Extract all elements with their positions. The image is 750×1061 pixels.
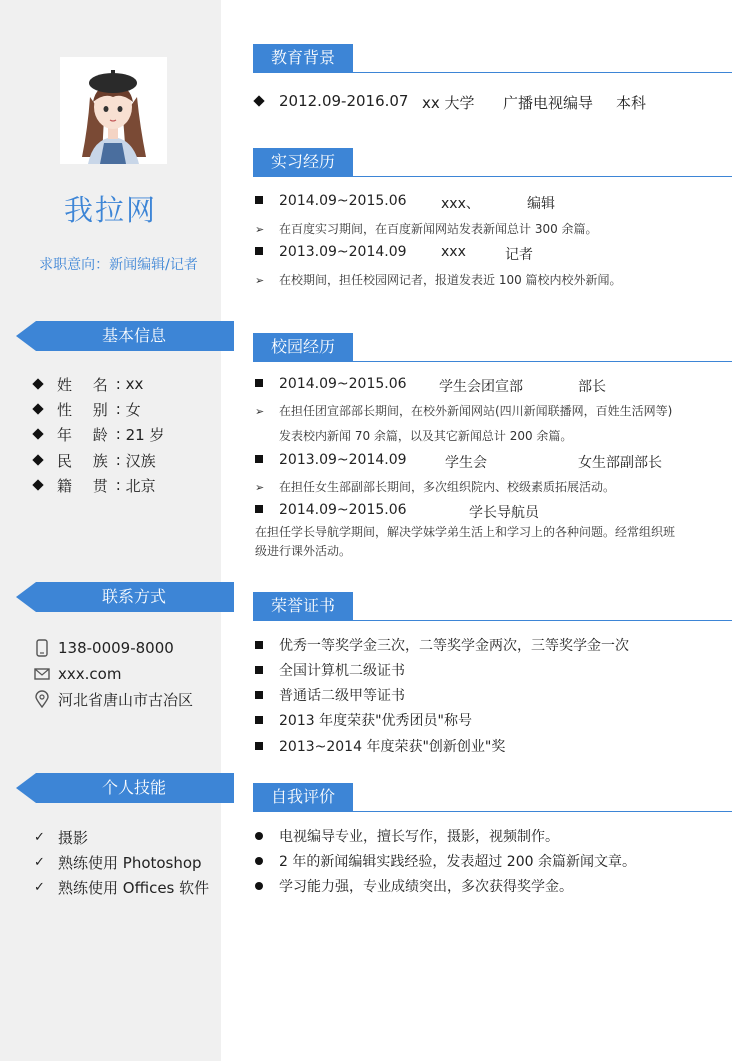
check-icon: ✓	[34, 879, 45, 895]
skill-item: ✓ 熟练使用 Photoshop	[34, 853, 202, 872]
bullet-dot	[255, 857, 263, 865]
bullet-diamond	[32, 403, 43, 414]
honors-header	[253, 592, 732, 624]
bullet-square	[255, 742, 263, 750]
bullet-square	[255, 505, 263, 513]
bullet-square	[255, 247, 263, 255]
bullet-square	[255, 379, 263, 387]
campus-entry: 2014.09~2015.06 学长导航员	[255, 502, 407, 518]
contact-email	[34, 663, 121, 685]
contact-header	[16, 582, 234, 618]
phone-number: 138-0009-8000	[58, 639, 174, 657]
internship-desc: ➢ 在校期间，担任校园网记者，报道发表近 100 篇校内校外新闻。	[255, 273, 622, 287]
bullet-square	[255, 455, 263, 463]
honor-item: 全国计算机二级证书	[255, 660, 405, 680]
education-title: 教育背景	[253, 44, 353, 72]
info-name: 姓 名 : xx	[34, 373, 143, 395]
internship-header	[253, 148, 732, 180]
address-text: 河北省唐山市古冶区	[58, 690, 194, 709]
bullet-dot	[255, 882, 263, 890]
bullet-diamond	[32, 378, 43, 389]
self-eval-title: 自我评价	[253, 783, 353, 811]
divider	[253, 176, 732, 177]
bullet-diamond	[32, 428, 43, 439]
info-age: 年 龄 : 21 岁	[34, 423, 164, 445]
bullet-square	[255, 666, 263, 674]
internship-entry: 2014.09~2015.06 xxx、 编辑	[255, 193, 407, 209]
self-eval-header	[253, 783, 732, 815]
campus-desc-cont: 级进行课外活动。	[255, 544, 352, 558]
contact-title: 联系方式	[101, 587, 166, 606]
sidebar	[0, 0, 221, 1061]
internship-desc: ➢ 在百度实习期间，在百度新闻网站发表新闻总计 300 余篇。	[255, 222, 598, 236]
campus-desc: ➢ 在担任女生部副部长期间，多次组织院内、校级素质拓展活动。	[255, 480, 616, 494]
campus-desc: 在担任学长导航学期间，解决学妹学弟生活上和学习上的各种问题。经常组织班	[255, 525, 676, 539]
bullet-square	[255, 691, 263, 699]
campus-desc-cont: 发表校内新闻 70 余篇，以及其它新闻总计 200 余篇。	[279, 429, 573, 443]
email-address: xxx.com	[58, 665, 122, 683]
honor-item: 2013~2014 年度荣获"创新创业"奖	[255, 736, 505, 756]
honor-item: 普通话二级甲等证书	[255, 685, 405, 705]
skill-item: ✓ 摄影	[34, 828, 89, 847]
check-icon: ✓	[34, 854, 45, 870]
arrow-bullet-icon: ➢	[255, 274, 265, 287]
bullet-dot	[255, 832, 263, 840]
contact-phone	[34, 637, 174, 659]
info-hometown: 籍 贯 : 北京	[34, 474, 156, 496]
job-intent: 求职意向：新闻编辑/记者	[39, 257, 198, 273]
arrow-bullet-icon: ➢	[255, 223, 265, 236]
info-ethnicity: 民 族 : 汉族	[34, 449, 156, 471]
self-eval-item: 电视编导专业，擅长写作，摄影，视频制作。	[255, 826, 559, 846]
honor-item: 2013 年度荣获"优秀团员"称号	[255, 710, 472, 730]
contact-address	[34, 688, 193, 710]
bullet-square	[255, 641, 263, 649]
candidate-name: 我拉网	[63, 193, 157, 227]
arrow-bullet-icon: ➢	[255, 481, 265, 494]
education-entry: 2012.09-2016.07 xx 大学 广播电视编导 本科	[255, 92, 408, 110]
mail-icon	[34, 665, 50, 683]
basic-info-title: 基本信息	[101, 326, 166, 345]
location-pin-icon	[34, 690, 50, 708]
self-eval-item: 2 年的新闻编辑实践经验，发表超过 200 余篇新闻文章。	[255, 851, 636, 871]
divider	[253, 72, 732, 73]
check-icon: ✓	[34, 829, 45, 845]
basic-info-header	[16, 321, 234, 357]
internship-title: 实习经历	[253, 148, 353, 176]
skills-header	[16, 773, 234, 809]
education-header	[253, 44, 732, 76]
honors-title: 荣誉证书	[253, 592, 353, 620]
bullet-square	[255, 716, 263, 724]
profile-photo	[60, 57, 167, 164]
skills-title: 个人技能	[101, 778, 166, 797]
internship-entry: 2013.09~2014.09 xxx 记者	[255, 244, 407, 260]
divider	[253, 361, 732, 362]
avatar-illustration	[60, 57, 167, 164]
bullet-diamond	[253, 95, 264, 106]
campus-title: 校园经历	[253, 333, 353, 361]
arrow-bullet-icon: ➢	[255, 405, 265, 418]
divider	[253, 620, 732, 621]
campus-entry: 2013.09~2014.09 学生会 女生部副部长	[255, 452, 407, 468]
skill-item: ✓ 熟练使用 Offices 软件	[34, 878, 210, 897]
campus-header	[253, 333, 732, 365]
campus-desc: ➢ 在担任团宣部部长期间，在校外新闻网站(四川新闻联播网，百姓生活网等)	[255, 404, 673, 418]
honor-item: 优秀一等奖学金三次，二等奖学金两次，三等奖学金一次	[255, 635, 629, 655]
bullet-square	[255, 196, 263, 204]
self-eval-item: 学习能力强，专业成绩突出，多次获得奖学金。	[255, 876, 573, 896]
campus-entry: 2014.09~2015.06 学生会团宣部 部长	[255, 376, 407, 392]
info-gender: 性 别 : 女	[34, 398, 141, 420]
divider	[253, 811, 732, 812]
bullet-diamond	[32, 454, 43, 465]
phone-icon	[34, 639, 50, 657]
bullet-diamond	[32, 479, 43, 490]
